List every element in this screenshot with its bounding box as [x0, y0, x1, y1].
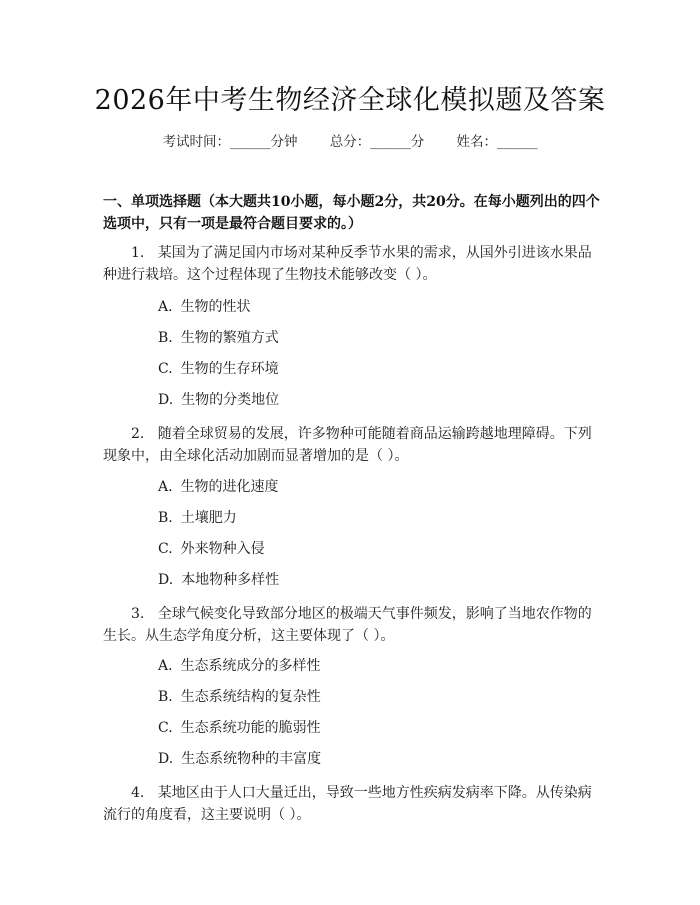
question-4: [103, 782, 603, 826]
question-number: 2.: [131, 426, 145, 442]
option-2c: [158, 539, 265, 559]
question-text: 某国为了满足国内市场对某种反季节水果的需求，从国外引进该水果品种进行栽培。这个过程体现了生物技术能够改变（ ）。: [103, 245, 592, 283]
exam-meta: [0, 132, 700, 152]
option-letter: C.: [158, 361, 173, 377]
option-letter: C.: [158, 541, 173, 557]
option-1b: [158, 328, 279, 348]
option-1a: [158, 297, 251, 317]
exam-time-field: 考试时间：______分钟: [162, 134, 298, 150]
option-3a: [158, 656, 321, 676]
question-2: [103, 423, 603, 467]
question-3: [103, 603, 603, 647]
option-letter: B.: [158, 689, 173, 705]
option-text: 生态系统物种的丰富度: [181, 751, 322, 767]
page-title: 2026年中考生物经济全球化模拟题及答案: [94, 85, 606, 116]
total-score-field: 总分：______分: [329, 134, 425, 150]
option-2d: [158, 570, 279, 590]
question-text: 某地区由于人口大量迁出，导致一些地方性疾病发病率下降。从传染病流行的角度看，这主要说明（ ）。: [103, 785, 592, 823]
question-text: 随着全球贸易的发展，许多物种可能随着商品运输跨越地理障碍。下列现象中，由全球化活动加剧而显著增加的是（ ）。: [103, 426, 592, 464]
option-letter: D.: [158, 572, 174, 588]
option-letter: A.: [158, 479, 173, 495]
option-text: 生态系统功能的脆弱性: [180, 720, 321, 736]
option-text: 本地物种多样性: [181, 572, 280, 588]
option-3c: [158, 718, 321, 738]
option-text: 生物的繁殖方式: [180, 330, 279, 346]
option-letter: A.: [158, 299, 173, 315]
question-text: 全球气候变化导致部分地区的极端天气事件频发，影响了当地农作物的生长。从生态学角度分析，这主要体现了（ ）。: [103, 606, 592, 644]
option-text: 土壤肥力: [180, 510, 237, 526]
option-letter: D.: [158, 751, 174, 767]
option-2a: [158, 477, 279, 497]
option-text: 生态系统成分的多样性: [180, 658, 321, 674]
option-letter: B.: [158, 330, 173, 346]
option-letter: B.: [158, 510, 173, 526]
option-2b: [158, 508, 237, 528]
question-1: [103, 242, 603, 286]
student-name-field: 姓名：______: [456, 134, 538, 150]
question-number: 3.: [131, 606, 145, 622]
option-text: 生物的分类地位: [181, 392, 280, 408]
question-number: 4.: [131, 785, 145, 801]
option-letter: A.: [158, 658, 173, 674]
option-3d: [158, 749, 321, 769]
question-number: 1.: [131, 245, 145, 261]
option-text: 生物的生存环境: [180, 361, 279, 377]
section-heading: 一、单项选择题（本大题共10小题，每小题2分，共20分。在每小题列出的四个选项中，只有一项是最符合题目要求的。）: [103, 194, 600, 232]
option-1d: [158, 390, 279, 410]
option-text: 生物的进化速度: [180, 479, 279, 495]
option-text: 外来物种入侵: [180, 541, 265, 557]
option-letter: C.: [158, 720, 173, 736]
option-text: 生物的性状: [180, 299, 251, 315]
option-1c: [158, 359, 279, 379]
option-3b: [158, 687, 321, 707]
option-text: 生态系统结构的复杂性: [180, 689, 321, 705]
option-letter: D.: [158, 392, 174, 408]
